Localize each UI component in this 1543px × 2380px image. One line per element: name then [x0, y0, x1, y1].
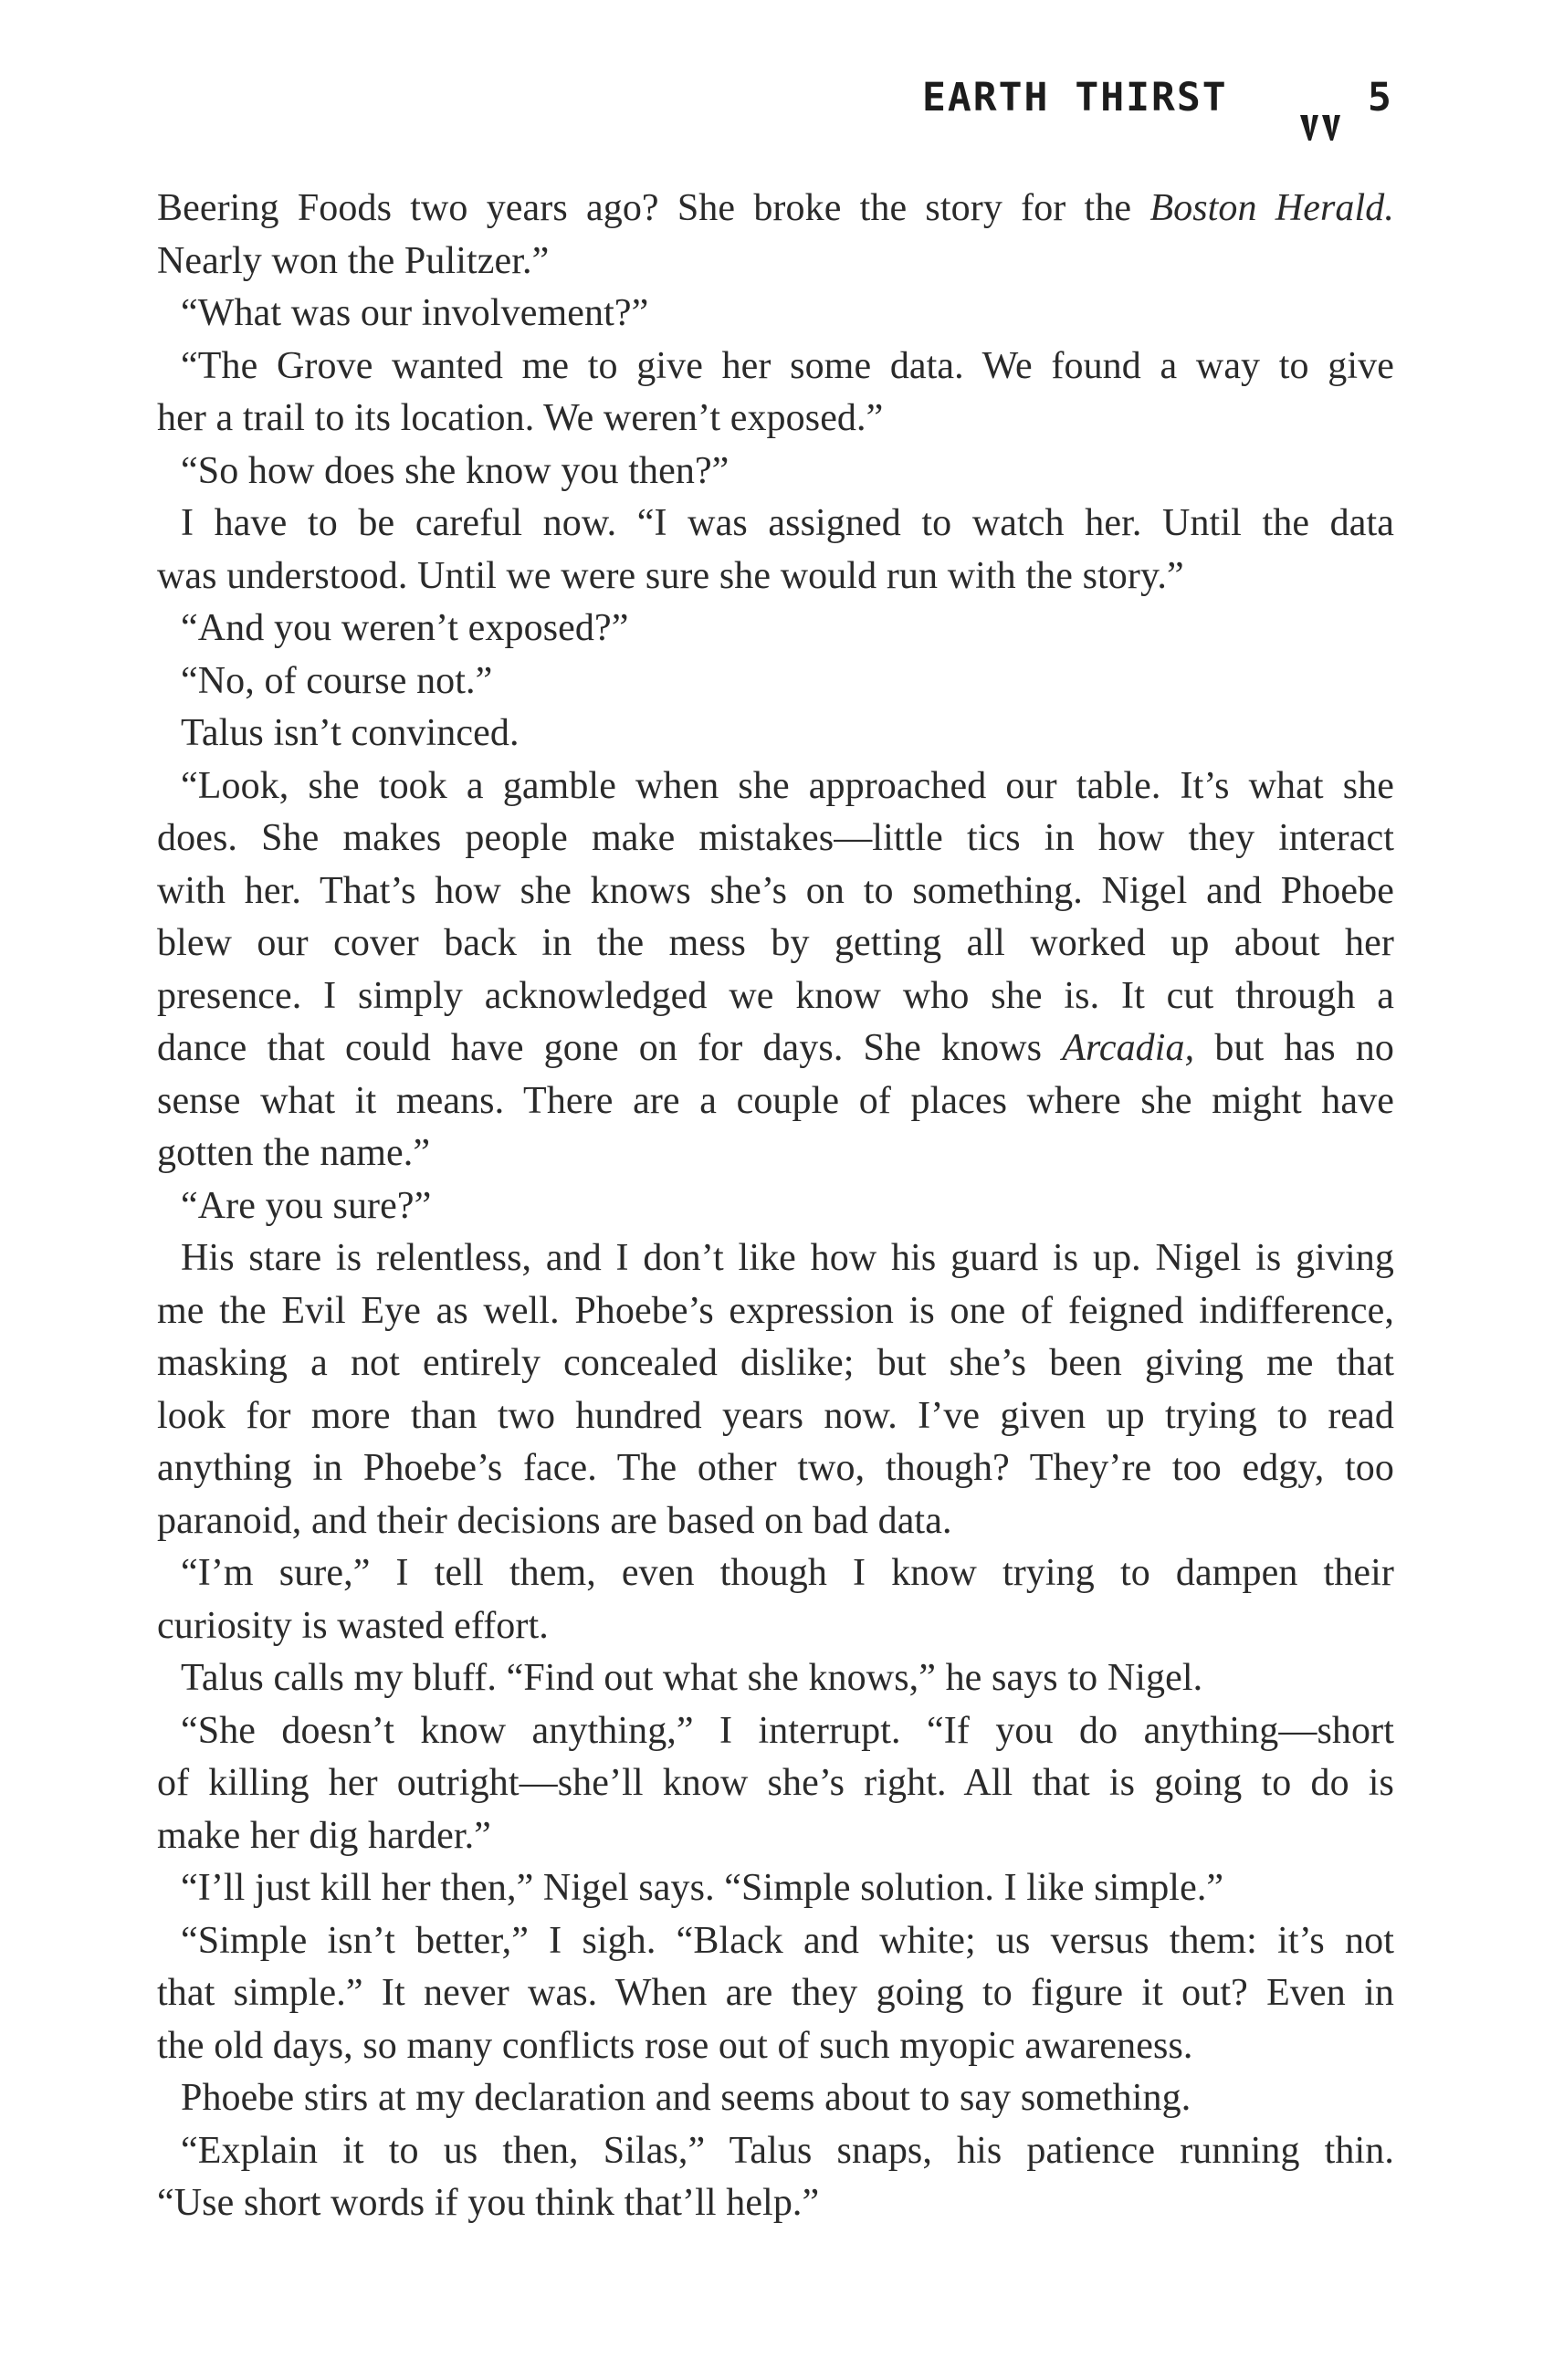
text-segment: the old days, so many conflicts rose out of such myopic awareness. — [157, 2024, 1193, 2067]
text-line — [157, 1495, 1394, 1548]
text-segment: blew our cover back in the mess by getting all worked up about her — [157, 922, 1394, 964]
text-segment: “Look, she took a gamble when she approached our table. It’s what she — [181, 764, 1394, 807]
text-line — [157, 865, 1394, 918]
page-number: 5 — [1368, 75, 1391, 121]
text-line — [157, 2072, 1394, 2125]
italic-text: Boston Herald. — [1149, 187, 1394, 229]
text-segment: “She doesn’t know anything,” I interrupt. “If you do anything—short — [181, 1709, 1394, 1752]
text-line — [157, 970, 1394, 1023]
text-line — [157, 236, 1394, 288]
running-head — [876, 71, 1424, 153]
text-line — [157, 183, 1394, 236]
text-line — [157, 917, 1394, 970]
text-line — [157, 1075, 1394, 1128]
body-text — [157, 183, 1394, 2230]
text-segment: anything in Phoebe’s face. The other two, though? They’re too edgy, too — [157, 1447, 1394, 1489]
text-line — [157, 1180, 1394, 1233]
text-line — [157, 655, 1394, 708]
text-segment: that simple.” It never was. When are they going to figure it out? Even in — [157, 1972, 1394, 2014]
text-segment: with her. That’s how she knows she’s on to something. Nigel and Phoebe — [157, 869, 1394, 912]
text-line — [157, 288, 1394, 341]
text-segment: Beering Foods two years ago? She broke the story for the — [157, 187, 1150, 229]
text-line — [157, 1652, 1394, 1705]
text-segment: “So how does she know you then?” — [181, 449, 730, 492]
text-line — [157, 1967, 1394, 2020]
text-line — [157, 393, 1394, 446]
text-segment: does. She makes people make mistakes—little tics in how they interact — [157, 817, 1394, 859]
italic-text: Arcadia, — [1062, 1027, 1195, 1069]
text-segment: masking a not entirely concealed dislike; but she’s been giving me that — [157, 1342, 1394, 1384]
text-line — [157, 2020, 1394, 2073]
text-segment: sense what it means. There are a couple of places where she might have — [157, 1079, 1394, 1122]
text-line — [157, 708, 1394, 760]
double-v-ornament-icon — [1298, 113, 1342, 142]
text-line — [157, 1390, 1394, 1443]
text-segment: “Explain it to us then, Silas,” Talus snaps, his patience running thin. — [181, 2129, 1394, 2172]
text-segment: “The Grove wanted me to give her some data. We found a way to give — [181, 344, 1394, 387]
text-line — [157, 1337, 1394, 1390]
text-line — [157, 446, 1394, 498]
text-segment: “And you weren’t exposed?” — [181, 607, 629, 649]
text-segment: Nearly won the Pulitzer.” — [157, 239, 550, 282]
text-segment: her a trail to its location. We weren’t exposed.” — [157, 397, 884, 439]
text-segment: “I’ll just kill her then,” Nigel says. “Simple solution. I like simple.” — [181, 1867, 1224, 1909]
text-line — [157, 1127, 1394, 1180]
running-head-title: EARTH THIRST — [922, 75, 1228, 121]
text-segment: but has no — [1194, 1027, 1394, 1069]
text-segment: presence. I simply acknowledged we know who she is. It cut through a — [157, 974, 1394, 1017]
text-segment: gotten the name.” — [157, 1132, 431, 1174]
text-line — [157, 1705, 1394, 1758]
text-line — [157, 760, 1394, 813]
text-segment: His stare is relentless, and I don’t like how his guard is up. Nigel is giving — [181, 1237, 1394, 1279]
text-segment: curiosity is wasted effort. — [157, 1604, 549, 1647]
text-line — [157, 341, 1394, 393]
text-segment: “Are you sure?” — [181, 1184, 432, 1227]
text-line — [157, 1915, 1394, 1968]
text-line — [157, 1232, 1394, 1285]
text-line — [157, 1757, 1394, 1810]
text-segment: Talus isn’t convinced. — [181, 712, 520, 754]
text-segment: “I’m sure,” I tell them, even though I know trying to dampen their — [181, 1552, 1394, 1594]
text-line — [157, 1285, 1394, 1338]
text-segment: Talus calls my bluff. “Find out what she knows,” he says to Nigel. — [181, 1657, 1203, 1699]
text-line — [157, 1442, 1394, 1495]
text-segment: make her dig harder.” — [157, 1814, 491, 1857]
text-line — [157, 1547, 1394, 1600]
text-line — [157, 603, 1394, 655]
text-line — [157, 1862, 1394, 1915]
text-segment: dance that could have gone on for days. She knows — [157, 1027, 1063, 1069]
text-segment: “No, of course not.” — [181, 659, 493, 702]
text-line — [157, 1810, 1394, 1863]
text-line — [157, 813, 1394, 865]
text-line — [157, 1600, 1394, 1653]
text-segment: Phoebe stirs at my declaration and seems about to say something. — [181, 2077, 1191, 2119]
text-segment: was understood. Until we were sure she would run with the story.” — [157, 554, 1184, 597]
text-line — [157, 498, 1394, 550]
text-segment: “What was our involvement?” — [181, 292, 649, 334]
text-segment: me the Evil Eye as well. Phoebe’s expression is one of feigned indifference, — [157, 1289, 1394, 1332]
text-segment: I have to be careful now. “I was assigned to watch her. Until the data — [181, 502, 1394, 544]
text-line — [157, 1022, 1394, 1075]
text-line — [157, 2125, 1394, 2178]
text-segment: “Simple isn’t better,” I sigh. “Black and white; us versus them: it’s not — [181, 1919, 1394, 1962]
text-segment: of killing her outright—she’ll know she’s right. All that is going to do is — [157, 1762, 1394, 1804]
text-line — [157, 550, 1394, 603]
text-line — [157, 2177, 1394, 2230]
text-segment: paranoid, and their decisions are based on bad data. — [157, 1499, 952, 1542]
text-segment: look for more than two hundred years now. I’ve given up trying to read — [157, 1394, 1394, 1437]
text-segment: “Use short words if you think that’ll help.” — [157, 2182, 820, 2224]
